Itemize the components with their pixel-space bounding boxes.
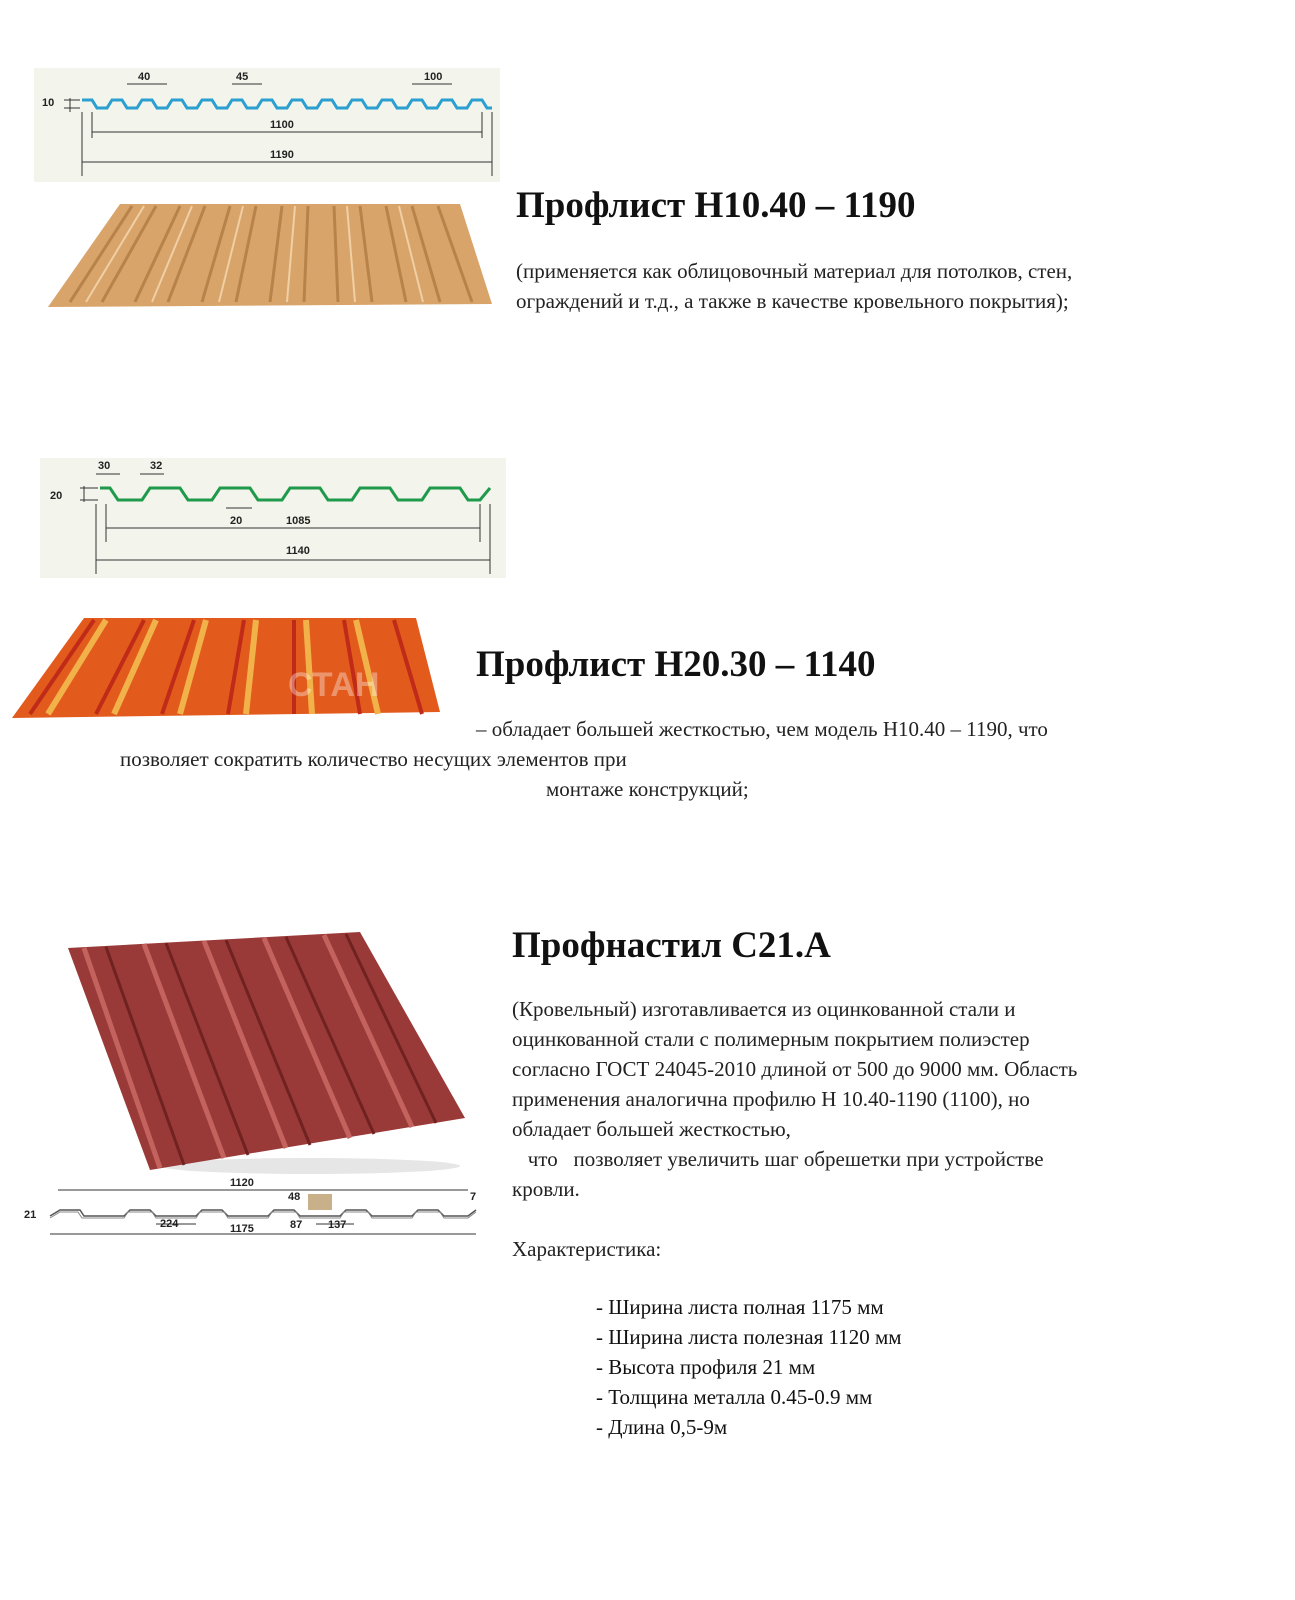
profile-diagram-h20	[40, 458, 506, 578]
profile-diagram-c21	[20, 1172, 490, 1244]
spec-item: - Высота профиля 21 мм	[596, 1355, 816, 1379]
dim-100-label: 100	[424, 71, 443, 83]
section3-desc-line: обладает большей жесткостью,	[512, 1117, 791, 1141]
section3-desc-line: кровли.	[512, 1177, 580, 1201]
section2-title: Профлист Н20.30 – 1140	[476, 644, 876, 685]
dim-224-label: 224	[160, 1218, 179, 1230]
profile-diagram-h10	[34, 68, 500, 182]
dim-1120-label: 1120	[230, 1177, 254, 1189]
spec-item: - Толщина металла 0.45-0.9 мм	[596, 1385, 873, 1409]
dim-1085-label: 1085	[286, 515, 311, 527]
dim-45-label: 45	[236, 71, 249, 83]
characteristics-heading: Характеристика:	[512, 1237, 662, 1261]
section3-title: Профнастил С21.А	[512, 925, 831, 966]
spec-item: - Длина 0,5-9м	[596, 1415, 728, 1439]
section1-description	[516, 256, 1072, 316]
dim-7-label: 7	[470, 1191, 477, 1203]
sheet-image-h20	[8, 610, 444, 722]
dim-height-label: 10	[42, 97, 55, 109]
section3-desc-line: применения аналогична профилю Н 10.40-1190 (1100), но	[512, 1087, 1030, 1111]
dim-1175-label: 1175	[230, 1223, 254, 1235]
dim-40-label: 40	[138, 71, 151, 83]
dim-30-label: 30	[98, 460, 111, 472]
characteristics-list	[596, 1292, 902, 1442]
dim-21-label: 21	[24, 1209, 37, 1221]
dim-137-label: 137	[328, 1219, 347, 1231]
dim-32-label: 32	[150, 460, 163, 472]
section3-desc-line: оцинкованной стали с полимерным покрытием полиэстер	[512, 1027, 1030, 1051]
section2-desc-line-2: позволяет сократить количество несущих элементов при	[120, 747, 627, 771]
sheet-image-h10	[40, 192, 500, 317]
dim-1190-label: 1190	[270, 149, 294, 161]
section2-desc-line-3: монтаже конструкций;	[546, 777, 749, 801]
section3-description	[512, 994, 1077, 1204]
dim-20-label: 20	[230, 515, 243, 527]
dim-1100-label: 1100	[270, 119, 294, 131]
dim-height-label: 20	[50, 490, 63, 502]
section1-title: Профлист Н10.40 – 1190	[516, 185, 916, 226]
spec-item: - Ширина листа полная 1175 мм	[596, 1295, 884, 1319]
watermark-text: СТАН	[288, 666, 380, 704]
section3-desc-line: (Кровельный) изготавливается из оцинкованной стали и	[512, 997, 1016, 1021]
dim-87-label: 87	[290, 1219, 303, 1231]
section1-desc-line: ограждений и т.д., а также в качестве кровельного покрытия);	[516, 289, 1069, 313]
section2-desc-line-1: – обладает большей жесткостью, чем модель Н10.40 – 1190, что	[476, 717, 1048, 741]
dim-48-label: 48	[288, 1191, 301, 1203]
spec-item: - Ширина листа полезная 1120 мм	[596, 1325, 902, 1349]
dim-1140-label: 1140	[286, 545, 310, 557]
sheet-image-c21	[60, 928, 470, 1176]
section3-desc-line: что позволяет увеличить шаг обрешетки при устройстве	[512, 1147, 1044, 1171]
section3-desc-line: согласно ГОСТ 24045-2010 длиной от 500 до 9000 мм. Область	[512, 1057, 1078, 1081]
section1-desc-line: (применяется как облицовочный материал для потолков, стен,	[516, 259, 1073, 283]
